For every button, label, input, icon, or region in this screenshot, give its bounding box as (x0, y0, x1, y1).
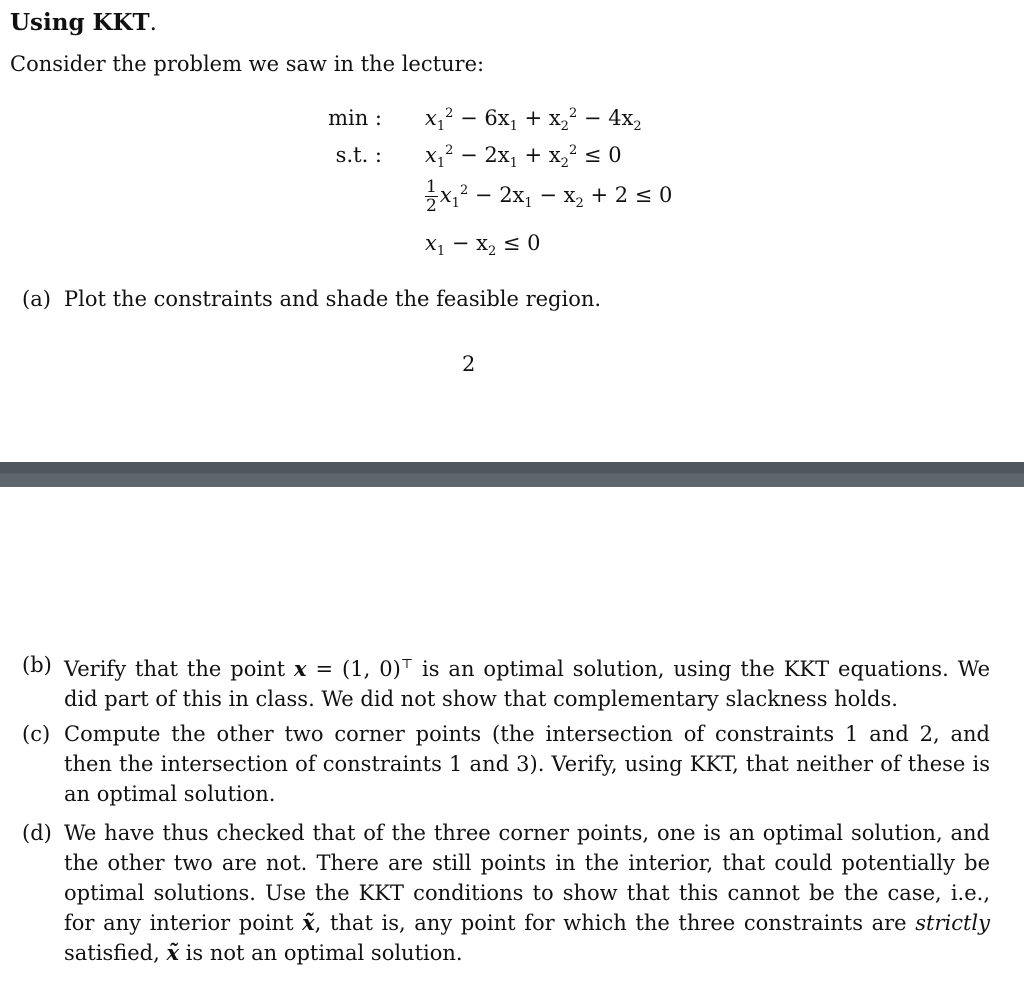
constraint-2: $\frac{1}{2}$ $x_1^2 - 2x_1 - x_2 + 2 \le 0$ (426, 177, 673, 216)
part-c-label: (c) (22, 722, 51, 746)
page-divider (0, 462, 1024, 487)
part-a-label: (a) (22, 287, 51, 311)
part-c-text: Compute the other two corner points (the intersection of constraints 1 and 2, and then the intersection of constraints 1 and 3). Verify, using KKT, that neither of these is an optimal solution. (64, 722, 990, 806)
part-b-text: Verify that the point x = (1, 0)⊤ is an optimal solution, using the KKT equations. We did part of this in class. We did not show that complementary slackness holds. (64, 656, 990, 711)
min-label: min : (328, 106, 382, 130)
part-d (0, 818, 1024, 968)
page-top (0, 0, 1024, 462)
part-d-text: We have thus checked that of the three corner points, one is an optimal solution, and the other two are not. There are still points in the interior, that could potentially be optimal solutions. Use the KKT conditions to show that this cannot be the case, i.e., for any interior point x̃, that is, any point for which the three constraints are strictly satisfied, x̃ is not an optimal solution. (64, 821, 990, 965)
part-a-text: Plot the constraints and shade the feasible region. (64, 287, 602, 311)
part-a (0, 284, 1024, 314)
page-bottom (0, 487, 1024, 983)
constraint-3: $x_1 - x_2 \le 0$ (425, 231, 541, 260)
page-number: 2 (462, 352, 476, 376)
objective-function: $x_1^2 - 6x_1 + x_2^2 - 4x_2$ (425, 106, 642, 135)
part-b-label: (b) (22, 653, 52, 677)
constraint-1: $x_1^2 - 2x_1 + x_2^2 \le 0$ (425, 143, 622, 172)
part-d-label: (d) (22, 821, 52, 845)
part-b (0, 650, 1024, 710)
fraction-one-half: $\frac{1}{2}$ (426, 177, 437, 216)
st-label: s.t. : (335, 143, 382, 167)
part-c (0, 719, 1024, 809)
intro-text: Consider the problem we saw in the lecture: (10, 52, 485, 76)
section-heading: Using KKT. (10, 9, 157, 36)
